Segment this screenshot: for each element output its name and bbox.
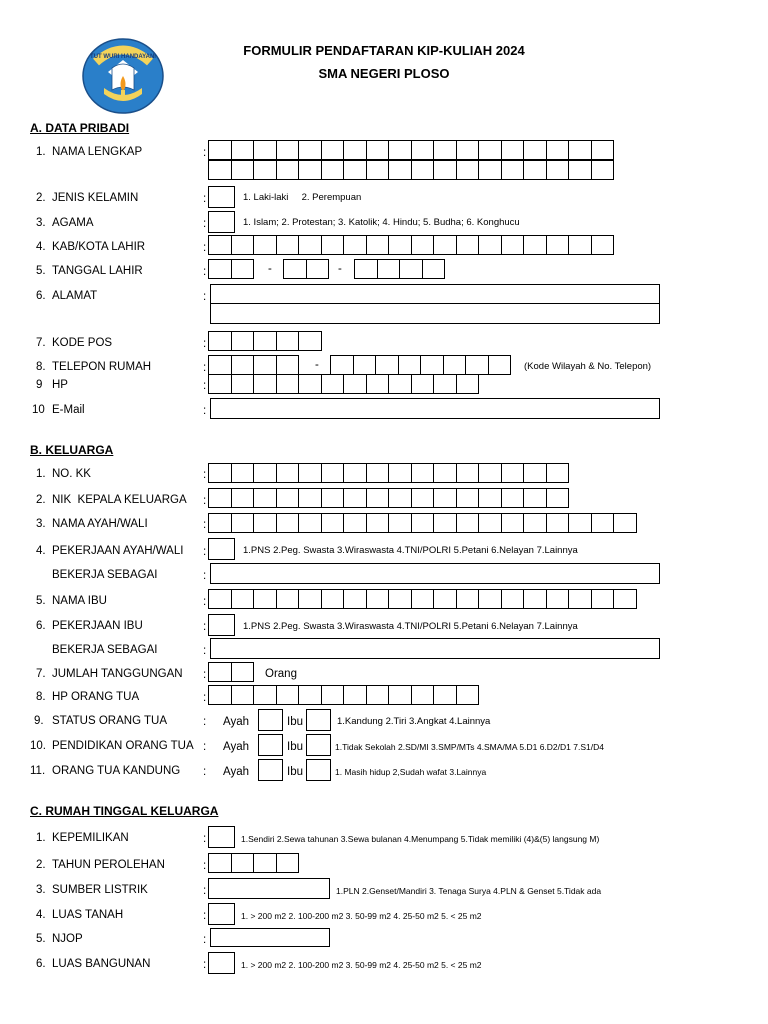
c1-label: KEPEMILIKAN: [52, 832, 129, 844]
tanggal-lahir-year-boxes[interactable]: [354, 259, 444, 279]
tanggal-lahir-day-boxes[interactable]: [208, 259, 253, 279]
b4-label: PEKERJAAN AYAH/WALI: [52, 545, 184, 557]
ayah-bekerja-sebagai-field[interactable]: [210, 563, 660, 584]
luas-bangunan-box[interactable]: [208, 952, 235, 974]
b9-label: STATUS ORANG TUA: [52, 715, 168, 727]
a1-colon: :: [203, 147, 207, 159]
pendidikan-ayah-label: Ayah: [223, 741, 250, 753]
pendidikan-ayah-box[interactable]: [258, 734, 283, 756]
section-a-title: A. DATA PRIBADI: [30, 121, 130, 135]
a6-label: ALAMAT: [52, 290, 98, 302]
a9-num: 9: [36, 379, 43, 391]
ibu-bekerja-sebagai-field[interactable]: [210, 638, 660, 659]
status-ayah-label: Ayah: [223, 716, 250, 728]
a9-label: HP: [52, 379, 68, 391]
b4b-colon: :: [203, 570, 207, 582]
c5-label: NJOP: [52, 933, 83, 945]
b6-label: PEKERJAAN IBU: [52, 620, 143, 632]
c1-num: 1.: [36, 832, 46, 844]
b11-label: ORANG TUA KANDUNG: [52, 765, 181, 777]
telepon-nomor-boxes[interactable]: [330, 355, 510, 375]
nama-ayah-boxes[interactable]: [208, 513, 636, 533]
hp-orang-tua-boxes[interactable]: [208, 685, 478, 705]
agama-options: 1. Islam; 2. Protestan; 3. Katolik; 4. Hindu; 5. Budha; 6. Konghucu: [243, 217, 520, 228]
kandung-ibu-box[interactable]: [306, 759, 331, 781]
njop-field[interactable]: [210, 928, 330, 947]
luas-bangunan-options: 1. > 200 m2 2. 100-200 m2 3. 50-99 m2 4. 25-50 m2 5. < 25 m2: [241, 960, 482, 970]
hp-boxes[interactable]: [208, 374, 478, 394]
b7-colon: :: [203, 669, 207, 681]
pendidikan-orang-tua-options: 1.Tidak Sekolah 2.SD/MI 3.SMP/MTs 4.SMA/MA 5.D1 6.D2/D1 7.S1/D4: [335, 742, 604, 752]
a8-colon: :: [203, 362, 207, 374]
alamat-field-line2[interactable]: [210, 303, 660, 324]
b1-num: 1.: [36, 468, 46, 480]
svg-text:TUT WURI HANDAYANI: TUT WURI HANDAYANI: [90, 54, 156, 60]
a2-label: JENIS KELAMIN: [52, 192, 139, 204]
b10-colon: :: [203, 741, 207, 753]
jenis-kelamin-options: 1. Laki-laki 2. Perempuan: [243, 192, 362, 203]
kandung-ayah-box[interactable]: [258, 759, 283, 781]
tanggal-dash-2: -: [338, 263, 342, 275]
alamat-field-line1[interactable]: [210, 284, 660, 304]
b7-label: JUMLAH TANGGUNGAN: [52, 668, 183, 680]
a3-num: 3.: [36, 217, 46, 229]
kab-kota-lahir-boxes[interactable]: [208, 235, 613, 255]
b2-colon: :: [203, 495, 207, 507]
kandung-ayah-label: Ayah: [223, 766, 250, 778]
status-ibu-box[interactable]: [306, 709, 331, 731]
kepemilikan-options: 1.Sendiri 2.Sewa tahunan 3.Sewa bulanan 4.Menumpang 5.Tidak memiliki (4)&(5) langsung M): [241, 834, 600, 844]
b3-num: 3.: [36, 518, 46, 530]
telepon-kode-wilayah-boxes[interactable]: [208, 355, 298, 375]
school-name: SMA NEGERI PLOSO: [318, 66, 450, 81]
b10-num: 10.: [30, 740, 46, 752]
a8-num: 8.: [36, 361, 46, 373]
c3-colon: :: [203, 885, 207, 897]
c5-colon: :: [203, 934, 207, 946]
b8-label: HP ORANG TUA: [52, 691, 140, 703]
b11-colon: :: [203, 766, 207, 778]
a1-label: NAMA LENGKAP: [52, 146, 143, 158]
b8-num: 8.: [36, 691, 46, 703]
b9-num: 9.: [34, 715, 44, 727]
jenis-kelamin-box[interactable]: [208, 186, 235, 208]
pendidikan-ibu-box[interactable]: [306, 734, 331, 756]
status-ibu-label: Ibu: [287, 716, 303, 728]
email-field[interactable]: [210, 398, 660, 419]
kandung-ibu-label: Ibu: [287, 766, 303, 778]
c2-label: TAHUN PEROLEHAN: [52, 859, 165, 871]
b6-colon: :: [203, 621, 207, 633]
orang-tua-kandung-options: 1. Masih hidup 2,Sudah wafat 3.Lainnya: [335, 767, 487, 777]
c4-colon: :: [203, 910, 207, 922]
a3-colon: :: [203, 218, 207, 230]
b11-num: 11.: [30, 765, 46, 777]
kepemilikan-box[interactable]: [208, 826, 235, 848]
b8-colon: :: [203, 692, 207, 704]
nama-lengkap-row2-boxes[interactable]: [208, 160, 613, 180]
kode-pos-boxes[interactable]: [208, 331, 321, 351]
b9-colon: :: [203, 716, 207, 728]
a2-colon: :: [203, 193, 207, 205]
b4-colon: :: [203, 546, 207, 558]
a7-num: 7.: [36, 337, 46, 349]
nama-lengkap-row1-boxes[interactable]: [208, 140, 613, 160]
b6-num: 6.: [36, 620, 46, 632]
telepon-dash: -: [315, 359, 319, 371]
c5-num: 5.: [36, 933, 46, 945]
luas-tanah-box[interactable]: [208, 903, 235, 925]
a10-label: E-Mail: [52, 404, 85, 416]
status-ayah-box[interactable]: [258, 709, 283, 731]
a8-label: TELEPON RUMAH: [52, 361, 152, 373]
a10-colon: :: [203, 405, 207, 417]
a2-num: 2.: [36, 192, 46, 204]
c4-label: LUAS TANAH: [52, 909, 124, 921]
telepon-note: (Kode Wilayah & No. Telepon): [524, 361, 652, 372]
pekerjaan-ayah-box[interactable]: [208, 538, 235, 560]
sumber-listrik-field[interactable]: [208, 878, 330, 899]
b5-label: NAMA IBU: [52, 595, 107, 607]
b2-num: 2.: [36, 494, 46, 506]
pekerjaan-ibu-box[interactable]: [208, 614, 235, 636]
b2-label: NIK KEPALA KELUARGA: [52, 494, 187, 506]
a5-colon: :: [203, 266, 207, 278]
c3-label: SUMBER LISTRIK: [52, 884, 148, 896]
pekerjaan-ibu-options: 1.PNS 2.Peg. Swasta 3.Wiraswasta 4.TNI/POLRI 5.Petani 6.Nelayan 7.Lainnya: [243, 621, 578, 632]
status-orang-tua-options: 1.Kandung 2.Tiri 3.Angkat 4.Lainnya: [337, 716, 491, 727]
c3-num: 3.: [36, 884, 46, 896]
c6-num: 6.: [36, 958, 46, 970]
a7-label: KODE POS: [52, 337, 113, 349]
a5-label: TANGGAL LAHIR: [52, 265, 143, 277]
nama-ibu-boxes[interactable]: [208, 589, 636, 609]
a1-num: 1.: [36, 146, 46, 158]
c2-colon: :: [203, 860, 207, 872]
tanggal-dash-1: -: [268, 263, 272, 275]
form-title: FORMULIR PENDAFTARAN KIP-KULIAH 2024: [243, 43, 525, 58]
a6-num: 6.: [36, 290, 46, 302]
jumlah-tanggungan-boxes[interactable]: [208, 662, 253, 682]
a4-label: KAB/KOTA LAHIR: [52, 241, 146, 253]
luas-tanah-options: 1. > 200 m2 2. 100-200 m2 3. 50-99 m2 4. 25-50 m2 5. < 25 m2: [241, 911, 482, 921]
b3-colon: :: [203, 519, 207, 531]
b4b-label: BEKERJA SEBAGAI: [52, 569, 158, 581]
b6b-colon: :: [203, 645, 207, 657]
pendidikan-ibu-label: Ibu: [287, 741, 303, 753]
b10-label: PENDIDIKAN ORANG TUA: [52, 740, 194, 752]
section-c-title: C. RUMAH TINGGAL KELUARGA: [30, 804, 219, 818]
a3-label: AGAMA: [52, 217, 94, 229]
c6-label: LUAS BANGUNAN: [52, 958, 151, 970]
a4-num: 4.: [36, 241, 46, 253]
b4-num: 4.: [36, 545, 46, 557]
c6-colon: :: [203, 959, 207, 971]
tanggal-lahir-month-boxes[interactable]: [283, 259, 328, 279]
b5-num: 5.: [36, 595, 46, 607]
c2-num: 2.: [36, 859, 46, 871]
b7-num: 7.: [36, 668, 46, 680]
c4-num: 4.: [36, 909, 46, 921]
b3-label: NAMA AYAH/WALI: [52, 518, 148, 530]
b6b-label: BEKERJA SEBAGAI: [52, 644, 158, 656]
a5-num: 5.: [36, 265, 46, 277]
pekerjaan-ayah-options: 1.PNS 2.Peg. Swasta 3.Wiraswasta 4.TNI/POLRI 5.Petani 6.Nelayan 7.Lainnya: [243, 545, 578, 556]
section-b-title: B. KELUARGA: [30, 443, 114, 457]
c1-colon: :: [203, 833, 207, 845]
b1-label: NO. KK: [52, 468, 91, 480]
agama-box[interactable]: [208, 211, 235, 233]
a4-colon: :: [203, 242, 207, 254]
sumber-listrik-options: 1.PLN 2.Genset/Mandiri 3. Tenaga Surya 4.PLN & Genset 5.Tidak ada: [336, 886, 602, 896]
b1-colon: :: [203, 469, 207, 481]
tahun-perolehan-boxes[interactable]: [208, 853, 298, 873]
a6-colon: :: [203, 291, 207, 303]
b5-colon: :: [203, 596, 207, 608]
a7-colon: :: [203, 338, 207, 350]
a9-colon: :: [203, 380, 207, 392]
a10-num: 10: [32, 404, 45, 416]
jumlah-tanggungan-unit: Orang: [265, 668, 297, 680]
nik-kepala-keluarga-boxes[interactable]: [208, 488, 568, 508]
no-kk-boxes[interactable]: [208, 463, 568, 483]
